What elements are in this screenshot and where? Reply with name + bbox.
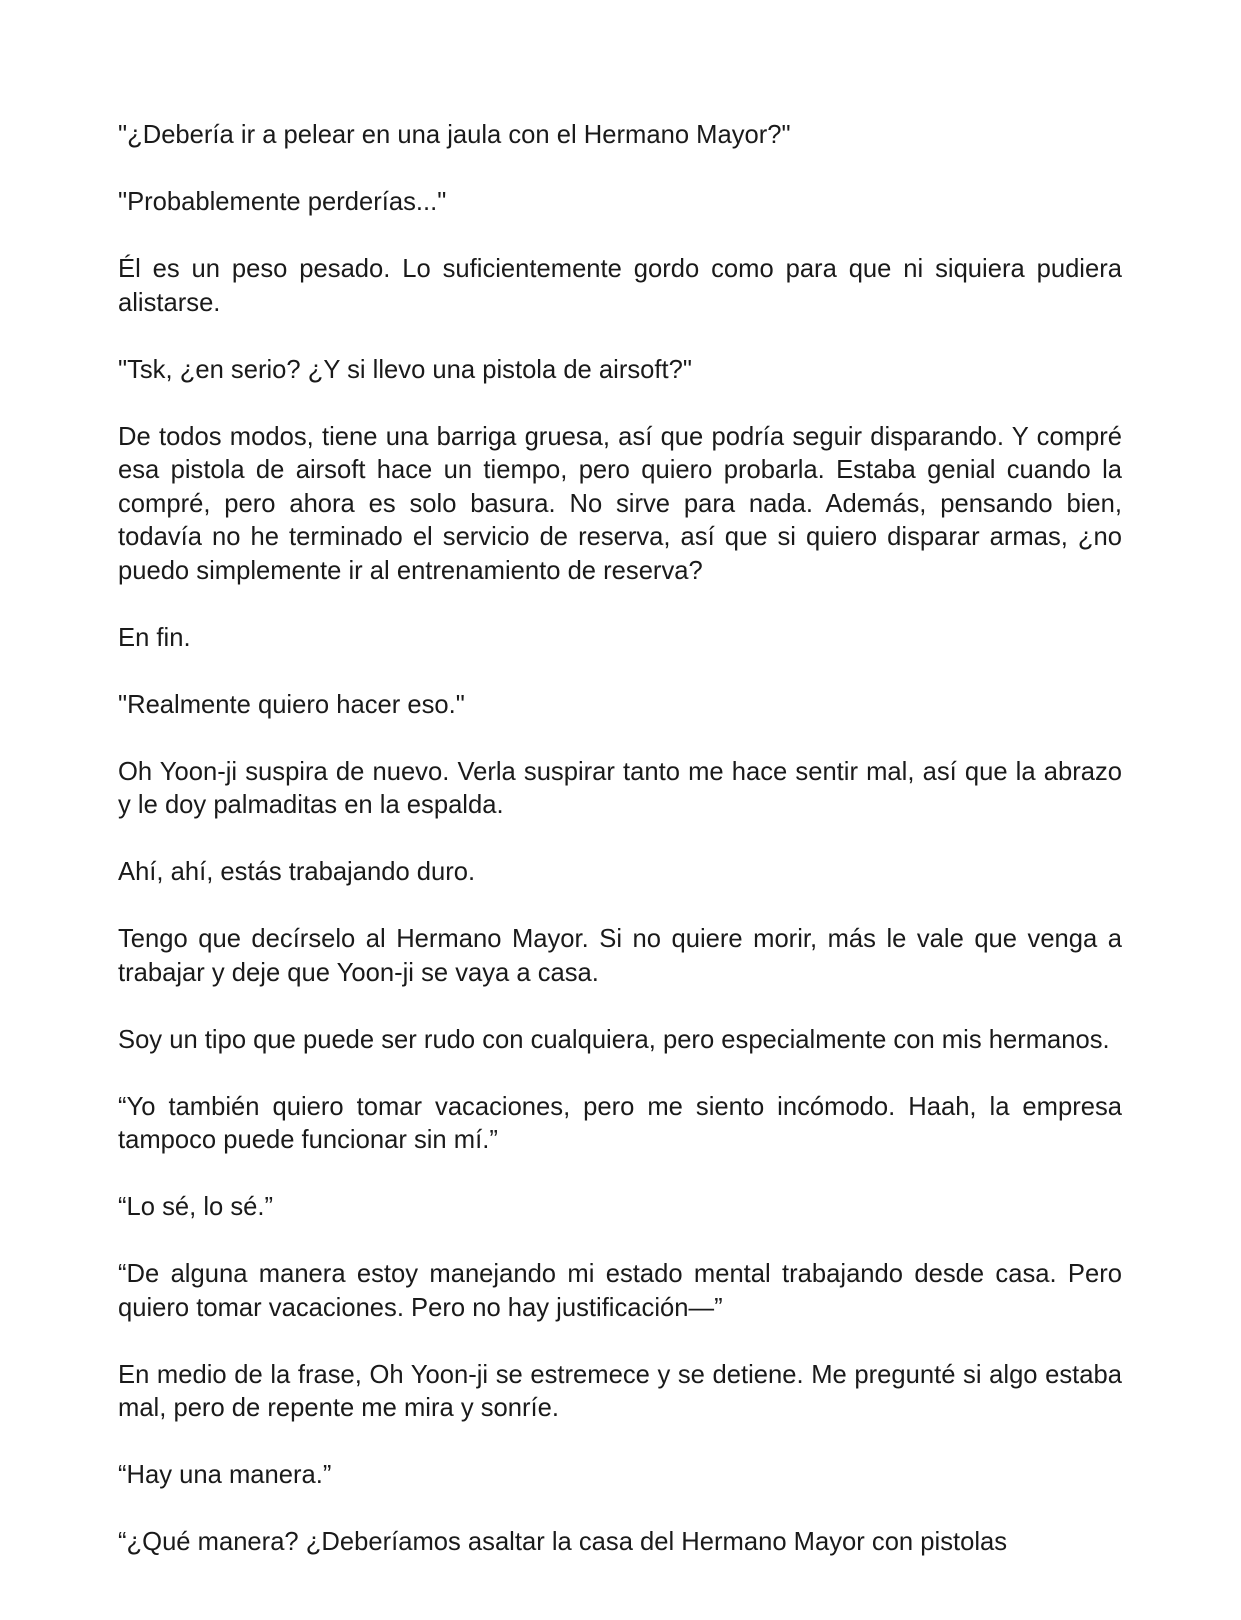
paragraph: Él es un peso pesado. Lo suficientemente gordo como para que ni siquiera pudiera alistarse. <box>118 255 1122 317</box>
paragraph: “De alguna manera estoy manejando mi estado mental trabajando desde casa. Pero quiero tomar vacaciones. Pero no hay justificación—” <box>118 1260 1122 1322</box>
paragraph: Tengo que decírselo al Hermano Mayor. Si no quiere morir, más le vale que venga a trabajar y deje que Yoon-ji se vaya a casa. <box>118 925 1122 987</box>
paragraph: "¿Debería ir a pelear en una jaula con el Hermano Mayor?" <box>118 121 791 149</box>
paragraph: Soy un tipo que puede ser rudo con cualquiera, pero especialmente con mis hermanos. <box>118 1025 1110 1054</box>
paragraph: De todos modos, tiene una barriga gruesa, así que podría seguir disparando. Y compré esa pistola de airsoft hace un tiempo, pero quiero probarla. Estaba genial cuando la compré, pero ahora es solo basura. No sirve para nada. Además, pensando bien, todavía no he terminado el servicio de reserva, así que si quiero disparar armas, ¿no puedo simplemente ir al entrenamiento de reserva? <box>118 422 1122 585</box>
paragraph: "Realmente quiero hacer eso." <box>118 690 465 719</box>
paragraph: "Probablemente perderías..." <box>118 188 447 216</box>
paragraph: En fin. <box>118 623 191 652</box>
paragraph: “Yo también quiero tomar vacaciones, pero me siento incómodo. Haah, la empresa tampoco puede funcionar sin mí.” <box>118 1092 1122 1154</box>
paragraph: Oh Yoon-ji suspira de nuevo. Verla suspirar tanto me hace sentir mal, así que la abrazo y le doy palmaditas en la espalda. <box>118 757 1122 819</box>
paragraph: "Tsk, ¿en serio? ¿Y si llevo una pistola de airsoft?" <box>118 355 692 384</box>
paragraph: “Lo sé, lo sé.” <box>118 1193 274 1221</box>
paragraph-truncated: “¿Qué manera? ¿Deberíamos asaltar la casa del Hermano Mayor con pistolas <box>118 1528 1008 1556</box>
paragraph: En medio de la frase, Oh Yoon-ji se estremece y se detiene. Me pregunté si algo estaba mal, pero de repente me mira y sonríe. <box>118 1360 1122 1422</box>
paragraph: Ahí, ahí, estás trabajando duro. <box>118 858 476 886</box>
document-body <box>118 119 1122 1560</box>
paragraph: “Hay una manera.” <box>118 1461 332 1489</box>
